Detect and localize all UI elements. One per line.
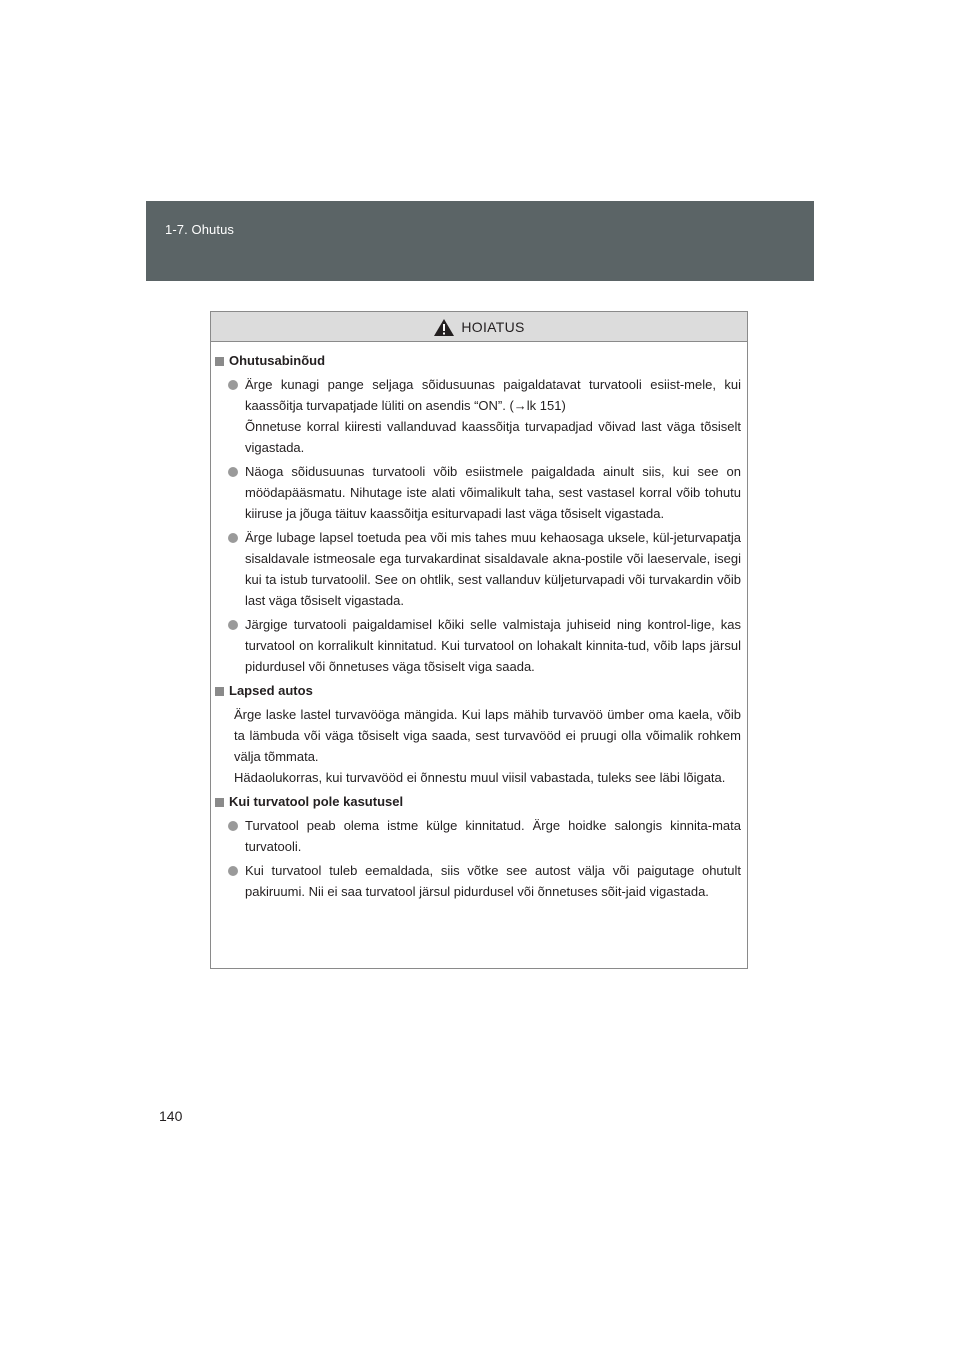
item-paragraph: Näoga sõidusuunas turvatooli võib esiistmele paigaldada ainult siis, kui see on möödapääsmatu. Nihutage iste alati võimalikult taha, sest vastasel korral võib tohutu kiiruse ja jõuga täituv kaassõitja esiturvapadi last väga tõsiselt vigastada. (245, 464, 741, 521)
section-paragraph: Hädaolukorras, kui turvavööd ei õnnestu muul viisil vabastada, tuleks see läbi lõigata. (234, 770, 726, 785)
section-paragraphs (215, 704, 741, 788)
section-heading (215, 350, 741, 372)
square-bullet-icon (215, 798, 224, 807)
warning-triangle-icon (433, 318, 455, 337)
item-paragraph: Järgige turvatooli paigaldamisel kõiki selle valmistaja juhiseid ning kontrol-lige, kas turvatool on korralikult kinnitatud. Kui turvatool on lohakalt kinnita-tud, võib laps järsul pidurdusel või õnnetuses väga tõsiselt viga saada. (245, 617, 741, 674)
round-bullet-icon (228, 380, 238, 390)
item-paragraph: Ärge lubage lapsel toetuda pea või mis tahes muu kehaosaga uksele, kül-jeturvapatja sisaldavale istmeosale ega turvakardinat sisaldavale akna-postile või laeservale, isegi kui ta istub turvatoolil. See on ohtlik, sest vallanduv küljeturvapadi või turvakardin võib last väga tõsiselt vigastada. (245, 530, 741, 608)
warning-title: HOIATUS (461, 318, 525, 335)
list-item (215, 614, 741, 677)
item-paragraph: Turvatool peab olema istme külge kinnitatud. Ärge hoidke salongis kinnita-mata turvatooli. (245, 818, 741, 854)
round-bullet-icon (228, 866, 238, 876)
section-heading-text: Ohutusabinõud (229, 353, 326, 368)
round-bullet-icon (228, 533, 238, 543)
section-heading-text: Kui turvatool pole kasutusel (229, 794, 404, 809)
warning-body (211, 342, 747, 902)
list-item (215, 860, 741, 902)
section-paragraph: Ärge laske lastel turvavööga mängida. Kui laps mähib turvavöö ümber oma kaela, võib ta lämbuda või väga tõsiselt viga saada, sest turvavööd ei pruugi olla võimalik rohkem välja tõmmata. (234, 707, 741, 764)
section-lapsed-autos (215, 680, 741, 788)
square-bullet-icon (215, 357, 224, 366)
list-item (215, 461, 741, 524)
round-bullet-icon (228, 467, 238, 477)
section-heading (215, 791, 741, 813)
section-label: 1-7. Ohutus (165, 222, 235, 237)
list-item (215, 815, 741, 857)
warning-header (211, 312, 747, 342)
square-bullet-icon (215, 687, 224, 696)
chapter-header-band (146, 201, 814, 281)
section-heading-text: Lapsed autos (229, 683, 313, 698)
section-heading (215, 680, 741, 702)
warning-box (210, 311, 748, 969)
list-item (215, 374, 741, 458)
list-item (215, 527, 741, 611)
page-number: 140 (159, 1108, 183, 1124)
section-kui-turvatool-pole-kasutusel (215, 791, 741, 902)
round-bullet-icon (228, 620, 238, 630)
item-paragraph: Ärge kunagi pange seljaga sõidusuunas paigaldatavat turvatooli esiist-mele, kui kaassõitja turvapatjade lüliti on asendis “ON”. (→lk 151) (245, 377, 741, 413)
item-paragraph: Kui turvatool tuleb eemaldada, siis võtke see autost välja või paigutage ohutult pakiruumi. Nii ei saa turvatool järsul pidurdusel või õnnetuses sõit-jaid vigastada. (245, 863, 741, 899)
section-ohutusabinoud (215, 350, 741, 677)
item-paragraph: Õnnetuse korral kiiresti vallanduvad kaassõitja turvapadjad võivad last väga tõsiselt vigastada. (245, 419, 741, 455)
round-bullet-icon (228, 821, 238, 831)
